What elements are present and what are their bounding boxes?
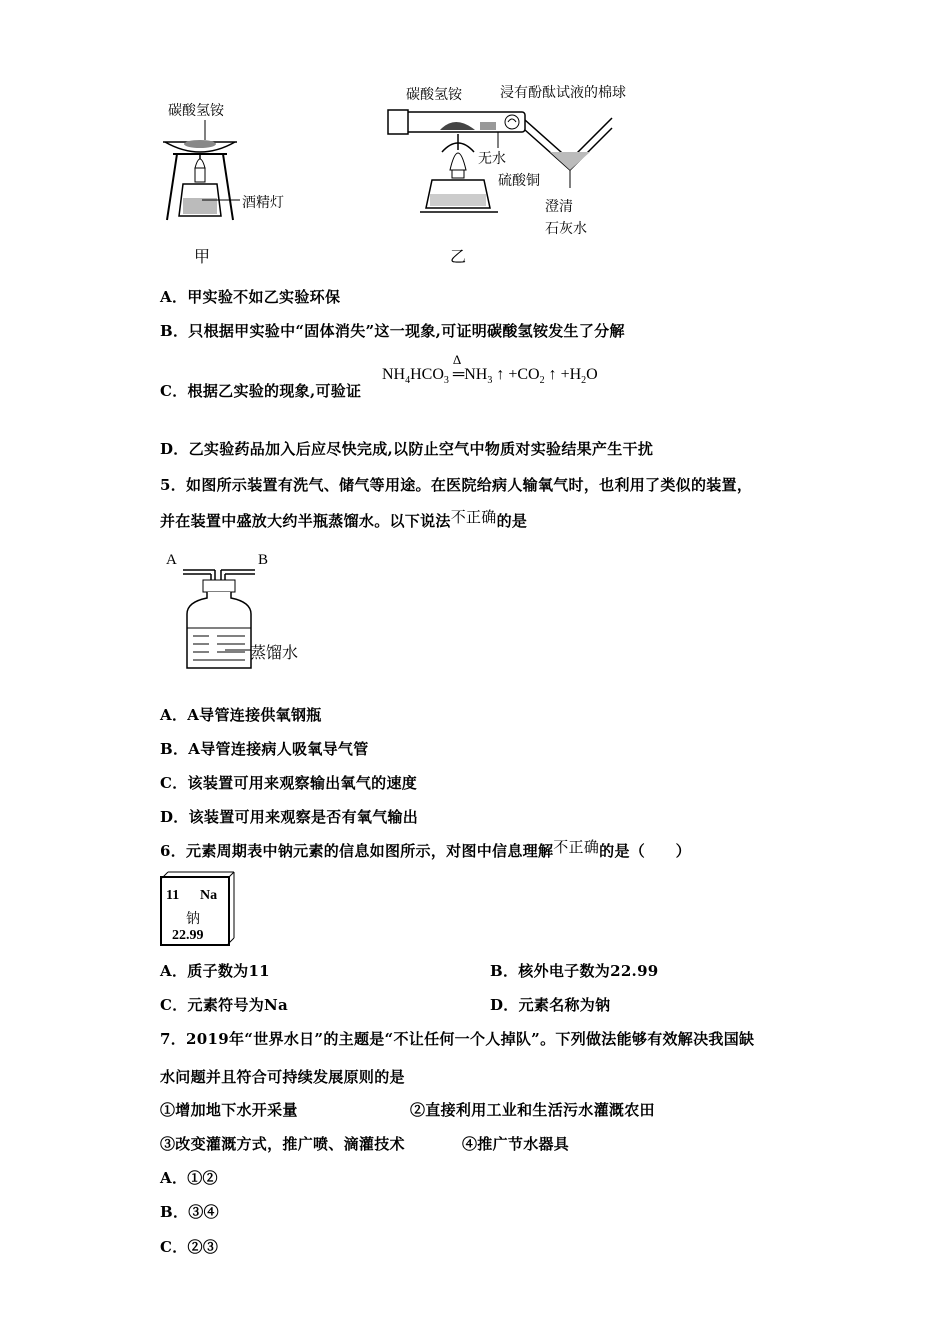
q7-option-a: A．①② [160,1169,218,1187]
q5-fig-label-b: B [258,552,269,568]
q5-fig-label-water: 蒸馏水 [250,643,299,662]
jia-caption: 甲 [194,247,211,266]
formula-hco: HCO [410,366,444,383]
q7-stem-line1: 7．2019年“世界水日”的主题是“不让任何一个人掉队”。下列做法能够有效解决我国缺 [160,1030,755,1048]
q7-stem-line2: 水问题并且符合可持续发展原则的是 [160,1068,405,1086]
yi-label-anhydrous: 无水 [478,151,506,167]
q6-option-a: A．质子数为11 [160,962,270,980]
q6-option-d: D．元素名称为钠 [490,996,611,1014]
formula-plus-h: +H [560,366,582,383]
element-atomic-number: 11 [166,888,180,903]
yi-label-ammonium-bicarbonate: 碳酸氢铵 [406,87,462,103]
formula-o: O [586,366,598,383]
q5-stem-end: 的是 [496,512,528,530]
q4-option-b: B．只根据甲实验中“固体消失”这一现象,可证明碳酸氢铵发生了分解 [160,322,625,340]
q6-stem-text: 6．元素周期表中钠元素的信息如图所示，对图中信息理解 [160,842,554,860]
formula-plus-co: +CO [508,366,540,383]
element-card-3d-edge [160,870,240,950]
q5-option-a: A．A导管连接供氧钢瓶 [160,706,322,724]
formula-gas-arrow-1: ↑ [496,366,505,383]
element-name: 钠 [186,912,200,927]
q5-stem-text: 并在装置中盛放大约半瓶蒸馏水。以下说法 [160,512,451,530]
formula-equals: ═ [452,366,465,383]
q5-option-b: B．A导管连接病人吸氧导气管 [160,740,369,758]
q7-item-4: ④推广节水器具 [462,1135,570,1153]
formula-nh3: NH [464,366,488,383]
q7-item-2: ②直接利用工业和生活污水灌溉农田 [410,1101,655,1119]
formula-nh3-sub: 3 [487,375,493,387]
element-symbol: Na [200,888,218,903]
q5-stem-line1: 5．如图所示装置有洗气、储气等用途。在医院给病人输氧气时，也利用了类似的装置， [160,476,753,494]
formula-nh4: NH [382,366,406,383]
q4-chemical-equation [382,352,598,387]
q5-stem-line2 [160,510,527,531]
q5-option-c: C．该装置可用来观察输出氧气的速度 [160,774,418,792]
yi-label-copper-sulfate: 硫酸铜 [498,173,540,189]
q6-stem-end: 的是（ ） [599,842,691,860]
yi-label-phenolphthalein-cotton: 浸有酚酞试液的棉球 [500,85,626,101]
element-atomic-mass: 22.99 [172,928,204,943]
q4-option-a: A．甲实验不如乙实验环保 [160,288,341,306]
yi-caption: 乙 [450,247,467,266]
formula-co-sub: 2 [539,375,545,387]
jia-label-alcohol-lamp: 酒精灯 [242,195,284,211]
q6-stem [160,840,691,861]
q5-stem-not: 不正确 [450,508,497,526]
formula-nh4-sub: 4 [405,375,411,387]
q6-option-c: C．元素符号为Na [160,996,289,1014]
q7-option-c: C．②③ [160,1238,219,1256]
q7-item-1: ①增加地下水开采量 [160,1101,298,1119]
q4-option-c: C．根据乙实验的现象,可验证 [160,382,362,400]
formula-gas-arrow-2: ↑ [548,366,557,383]
yi-label-limewater: 石灰水 [545,221,587,237]
q7-option-b: B．③④ [160,1203,219,1221]
q6-stem-not: 不正确 [553,838,600,856]
formula-h-sub: 2 [581,375,587,387]
q7-item-3: ③改变灌溉方式，推广喷、滴灌技术 [160,1135,405,1153]
jia-label-ammonium-bicarbonate: 碳酸氢铵 [168,103,224,119]
formula-hco-sub: 3 [443,375,449,387]
q4-option-d: D．乙实验药品加入后应尽快完成,以防止空气中物质对实验结果产生干扰 [160,440,654,458]
yi-label-clear: 澄清 [545,199,573,215]
q5-fig-label-a: A [166,552,177,568]
q6-option-b: B．核外电子数为22.99 [490,962,659,980]
q5-option-d: D．该装置可用来观察是否有氧气输出 [160,808,419,826]
formula-heat-delta: Δ [452,352,462,367]
